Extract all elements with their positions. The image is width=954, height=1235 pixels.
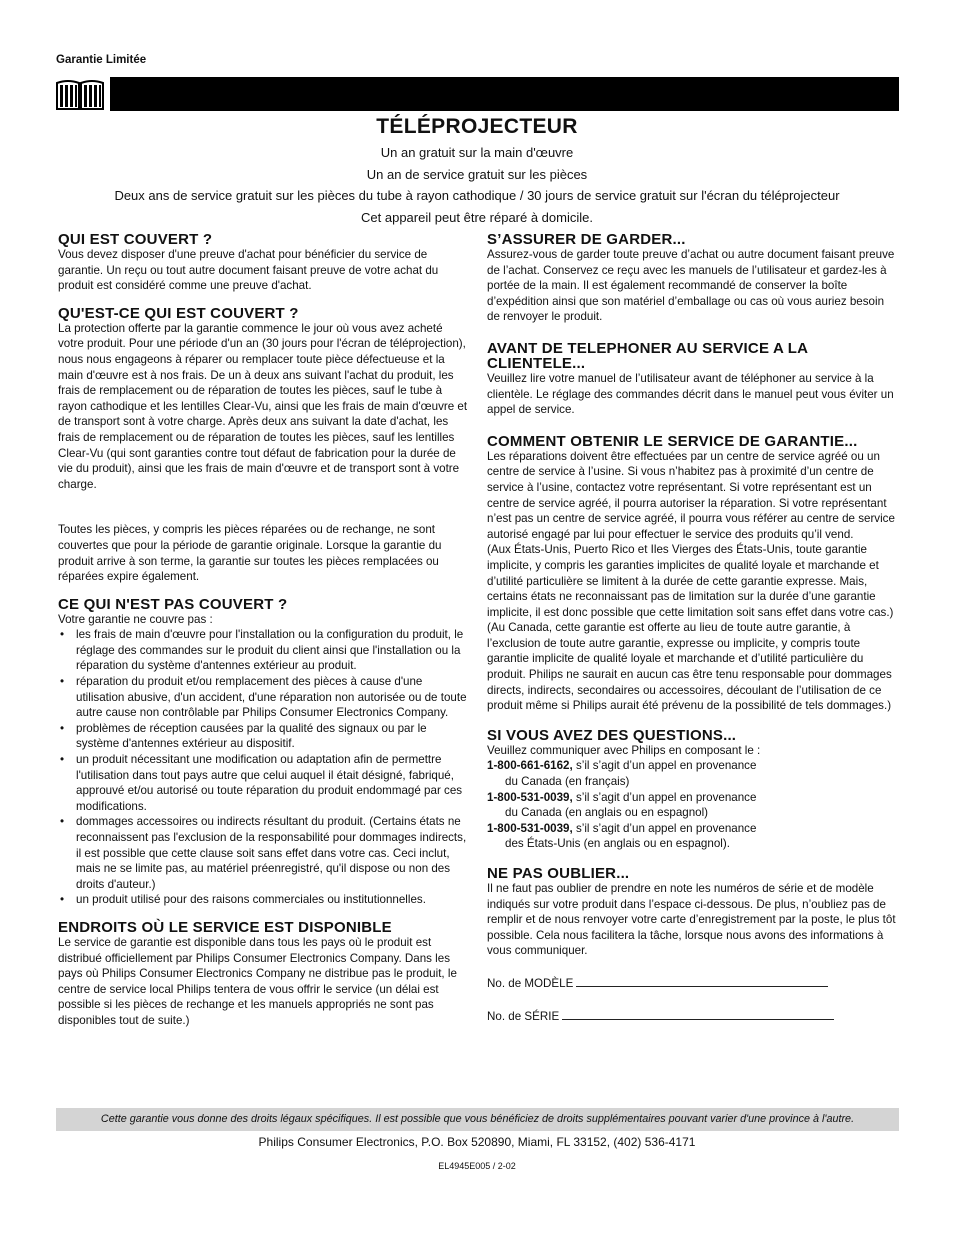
list-item: • réparation du produit et/ou remplacement des pièces à cause d'une utilisation abusive, d'un accident, d'une réparation non autorisée ou de toute autre cause non contrôlable par Philips Consumer Electronics Company.	[58, 674, 468, 721]
list-item: • un produit utilisé pour des raisons commerciales ou institutionnelles.	[58, 892, 468, 908]
section-heading: CE QUI N'EST PAS COUVERT ?	[58, 595, 288, 613]
section-body: Le service de garantie est disponible dans tous les pays où le produit est distribué officiellement par Philips Consumer Electronics Company. Dans les pays où Philips Consumer Electronics Company ne distribue pas le produit, le centre de service local Philips tentera de vous offrir le service (un délai est possible si les pièces de rechange et les manuels appropriés ne sont pas disponibles tout de suite.)	[58, 935, 457, 1027]
section-how-to-get-service	[487, 434, 899, 714]
phone-number: 1-800-661-6162,	[487, 759, 573, 773]
serial-number-field[interactable]	[487, 1008, 899, 1025]
section-who-covered	[58, 232, 468, 294]
section-heading: SI VOUS AVEZ DES QUESTIONS...	[487, 726, 737, 744]
list-item: • un produit nécessitant une modification ou adaptation afin de permettre l'utilisation dans tout pays autre que celui auquel il était désigné, fabriqué, approuvé et/ou autorisé ou toute réparation du produit endommagé par ces modifications.	[58, 752, 468, 814]
model-number-line[interactable]	[576, 975, 828, 987]
section-intro: Veuillez communiquer avec Philips en composant le :	[487, 743, 761, 757]
left-column	[58, 232, 468, 1041]
model-number-field[interactable]	[487, 975, 899, 992]
serial-number-label: No. de SÉRIE	[487, 1009, 560, 1023]
section-where-available	[58, 920, 468, 1029]
phone-region: du Canada (en français)	[505, 775, 630, 789]
section-heading: QUI EST COUVERT ?	[58, 231, 213, 248]
list-item: • problèmes de réception causées par la qualité des signaux ou par le système d'antennes extérieur au dispositif.	[58, 721, 468, 752]
subtitle-line-2: Un an de service gratuit sur les pièces	[366, 167, 588, 182]
section-keep-receipt	[487, 232, 899, 325]
section-what-covered	[58, 306, 468, 585]
phone-number: 1-800-531-0039,	[487, 790, 573, 804]
phone-region: des États-Unis (en anglais ou en espagnol).	[505, 837, 730, 851]
section-body: (Aux États-Unis, Puerto Rico et Iles Vierges des États-Unis, toute garantie implicite, y compris les garanties implicites de qualité loyale et marchande et d’utilité particulière se limitent à la durée de cette garantie expresse. Mais, certains états ne reconnaissant pas de limitation sur la durée d’une garantie implicite, il est donc possible que cette limitation soit sans effet dans votre cas.)	[487, 543, 894, 619]
phone-line: 1-800-661-6162, s’il s’agit d’un appel en provenance	[487, 759, 757, 773]
legal-notice-band: Cette garantie vous donne des droits légaux spécifiques. Il est possible que vous bénéficiez de droits supplémentaires pouvant varier d'une province à l'autre.	[56, 1108, 899, 1131]
subtitle-line-3: Deux ans de service gratuit sur les pièces du tube à rayon cathodique / 30 jours de service gratuit sur l'écran du téléprojecteur	[114, 188, 840, 203]
section-heading: NE PAS OUBLIER...	[487, 865, 630, 882]
exclusion-list	[58, 627, 468, 908]
section-heading: QU'EST-CE QUI EST COUVERT ?	[58, 304, 299, 322]
list-item: • les frais de main d'œuvre pour l'installation ou la configuration du produit, le réglage des commandes sur le produit du client ainsi que l'installation ou la réparation du système d'antennes extérieur au produit.	[58, 627, 468, 674]
section-heading: AVANT DE TELEPHONER AU SERVICE A LA CLIENTELE...	[487, 339, 808, 372]
document-code: EL4945E005 / 2-02	[438, 1161, 516, 1171]
document-label: Garantie Limitée	[56, 54, 147, 66]
section-before-calling	[487, 341, 899, 418]
page-title: TÉLÉPROJECTEUR	[376, 115, 578, 138]
section-body: Vous devez disposer d'une preuve d'achat pour bénéficier du service de garantie. Un reçu ou tout autre document faisant preuve de votre achat du produit est considéré comme une preuve d'achat.	[58, 248, 439, 293]
section-not-covered	[58, 597, 468, 908]
company-address: Philips Consumer Electronics, P.O. Box 520890, Miami, FL 33152, (402) 536-4171	[258, 1135, 696, 1149]
section-body: Veuillez lire votre manuel de l’utilisateur avant de téléphoner au service à la clientèle. Le réglage des commandes décrit dans le manuel peut vous éviter un appel de service.	[487, 371, 894, 417]
header-bar-fill	[110, 77, 899, 111]
section-body: La protection offerte par la garantie commence le jour où vous avez acheté votre produit. Pour une période d'un an (30 jours pour l'écran de téléprojection), nous nous engageons à réparer ou remplacer toute pièce défectueuse et la main d'œuvre est à nos frais. De un à deux ans suivant l'achat du produit, les frais de remplacement ou de réparation de toutes les pièces, sauf le tube à rayon cathodique et les lentilles Clear-Vu, ainsi que les frais de main d'œuvre et de transport sont à votre charge. Après deux ans suivant la date d'achat, les frais de remplacement ou de réparation de toutes les pièces, sauf les lentilles Clear-Vu (qui sont garanties contre tout défaut de fabrication pour la durée de vie du produit), ainsi que les frais de main d'œuvre et de transport sont à votre charge.	[58, 321, 468, 491]
phone-line: 1-800-531-0039, s’il s’agit d’un appel en provenance	[487, 821, 757, 835]
phone-region: du Canada (en anglais ou en espagnol)	[505, 806, 709, 820]
subtitle-line-1: Un an gratuit sur la main d'œuvre	[380, 145, 574, 160]
list-item: • dommages accessoires ou indirects résultant du produit. (Certains états ne reconnaissent pas l'exclusion de la responsabilité pour dommages indirects, il est possible que cette clause soit sans effet dans votre cas. Ceci inclut, mais ne se limite pas, au matériel préenregistré, qu'il dispose ou non des droits d'auteur.)	[58, 814, 468, 892]
section-body: Les réparations doivent être effectuées par un centre de service agréé ou un centre de service à l’usine. Si vous n’habitez pas à proximité d’un centre de service à l’usine, contactez votre représentant. Si votre représentant est un centre de service agréé, il pourra autoriser la réparation. Si votre représentant n’est pas un centre de service agréé, il pourra vous référer au centre de service autorisé engagé par lui pour effectuer le service des produits qu’il vend.	[487, 449, 895, 541]
phone-line: 1-800-531-0039, s’il s’agit d’un appel en provenance	[487, 790, 757, 804]
section-questions	[487, 728, 899, 852]
section-body: Assurez-vous de garder toute preuve d’achat ou autre document faisant preuve de l’achat. Conservez ce reçu avec les manuels de l’utilisateur et gardez-les à portée de la main. Il est également recommandé de conserver la boîte d’expédition ainsi que son matériel d’emballage ou cas où vous auriez besoin de renvoyer le produit.	[487, 248, 895, 324]
section-body: (Au Canada, cette garantie est offerte au lieu de toute autre garantie, à l’exclusion de toute autre garantie, expresse ou implicite, y compris toute garantie implicite de qualité loyale et marchande et d’utilité particulière du produit. Philips ne saurait en aucun cas être tenu responsable pour dommages directs, indirects, secondaires ou accessoires, découlant de l’utilisation de ce produit même si Philips aurait été prévenu de la possibilité de tels dommages.)	[487, 621, 892, 713]
section-heading: COMMENT OBTENIR LE SERVICE DE GARANTIE...	[487, 432, 858, 450]
section-dont-forget	[487, 866, 899, 1024]
open-book-icon	[56, 77, 104, 111]
section-heading: S’ASSURER DE GARDER...	[487, 231, 686, 248]
right-column	[487, 232, 899, 1036]
section-body: Toutes les pièces, y compris les pièces réparées ou de rechange, ne sont couvertes que pour la période de garantie originale. Lorsque la garantie du produit arrive à son terme, la garantie sur toutes les pièces remplacées ou réparées expire également.	[58, 523, 442, 584]
section-intro: Votre garantie ne couvre pas :	[58, 612, 213, 626]
header-bar	[56, 77, 899, 111]
subtitle-line-4: Cet appareil peut être réparé à domicile.	[361, 210, 593, 225]
phone-number: 1-800-531-0039,	[487, 821, 573, 835]
section-body: Il ne faut pas oublier de prendre en note les numéros de série et de modèle indiqués sur votre produit dans l’espace ci-dessous. De plus, n’oubliez pas de remplir et de nous renvoyer votre carte d’enregistrement par la poste, le plus tôt possible. Cela nous facilitera la tâche, lorsque nous avons des informations à vous communiquer.	[487, 882, 896, 958]
section-heading: ENDROITS OÙ LE SERVICE EST DISPONIBLE	[58, 918, 392, 936]
model-number-label: No. de MODÈLE	[487, 976, 574, 990]
serial-number-line[interactable]	[562, 1008, 834, 1020]
